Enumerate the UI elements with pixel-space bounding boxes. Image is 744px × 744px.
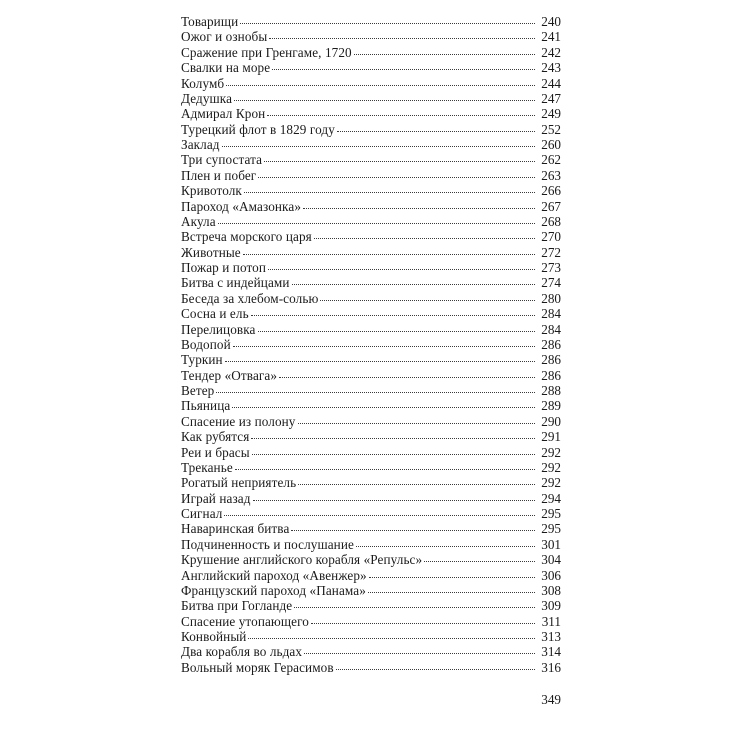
- dot-leader: [243, 253, 535, 255]
- toc-entry-title: Спасение из полону: [181, 413, 296, 429]
- toc-entry-title: Дедушка: [181, 90, 233, 106]
- toc-entry-title: Ожог и ознобы: [181, 29, 268, 45]
- dot-leader: [253, 499, 535, 501]
- dot-leader: [244, 191, 535, 193]
- toc-entry-title: Спасение утопающего: [181, 613, 309, 629]
- dot-leader: [291, 529, 535, 531]
- toc-entry: [181, 106, 561, 121]
- toc-entry-title: Как рубятся: [181, 429, 250, 445]
- toc-entry-page: 309: [541, 598, 561, 614]
- toc-entry-title: Сигнал: [181, 506, 223, 521]
- toc-entry-page: 243: [541, 60, 561, 76]
- dot-leader: [240, 22, 535, 24]
- dot-leader: [336, 668, 535, 670]
- toc-entry-page: 291: [541, 429, 561, 445]
- toc-entry: [181, 414, 561, 429]
- toc-entry-page: 284: [541, 321, 561, 337]
- toc-entry-page: 306: [541, 567, 561, 583]
- dot-leader: [232, 406, 535, 408]
- toc-entry-page: 313: [541, 629, 561, 644]
- toc-entry-title: Сражение при Гренгаме, 1720: [181, 44, 352, 60]
- toc-entry: [181, 14, 561, 29]
- dot-leader: [292, 283, 536, 285]
- toc-entry-title: Пьяница: [181, 398, 231, 414]
- toc-entry-title: Конвойный: [181, 629, 247, 644]
- toc-entry-page: 314: [541, 644, 561, 660]
- toc-entry-title: Встреча морского царя: [181, 229, 312, 245]
- toc-entry-title: Акула: [181, 213, 216, 229]
- toc-entry-page: 286: [541, 336, 561, 352]
- toc-entry-page: 290: [541, 413, 561, 429]
- toc-entry-title: Сосна и ель: [181, 306, 249, 322]
- toc-entry-page: 308: [541, 582, 561, 598]
- toc-entry-title: Адмирал Крон: [181, 106, 266, 122]
- toc-entry: [181, 29, 561, 44]
- dot-leader: [369, 576, 535, 578]
- toc-entry-title: Товарищи: [181, 14, 239, 29]
- toc-entry: [181, 245, 561, 260]
- toc-entry-page: 292: [541, 444, 561, 460]
- toc-entry: [181, 614, 561, 629]
- toc-entry: [181, 398, 561, 413]
- toc-entry-title: Треканье: [181, 459, 233, 475]
- dot-leader: [354, 53, 535, 55]
- toc-entry: [181, 214, 561, 229]
- dot-leader: [424, 560, 535, 562]
- dot-leader: [269, 37, 535, 39]
- toc-entry-page: 244: [541, 75, 561, 91]
- toc-entry: [181, 199, 561, 214]
- toc-entry-page: 267: [541, 198, 561, 214]
- dot-leader: [226, 84, 535, 86]
- dot-leader: [311, 622, 535, 624]
- dot-leader: [234, 99, 535, 101]
- toc-entry-title: Ветер: [181, 383, 215, 398]
- dot-leader: [225, 360, 535, 362]
- toc-entry: [181, 660, 561, 675]
- dot-leader: [298, 483, 535, 485]
- toc-entry: [181, 322, 561, 337]
- toc-entry-title: Рогатый неприятель: [181, 475, 297, 491]
- dot-leader: [222, 145, 535, 147]
- toc-entry: [181, 629, 561, 644]
- toc-entry-title: Реи и брасы: [181, 444, 250, 460]
- toc-entry-page: 272: [541, 244, 561, 260]
- toc-entry: [181, 521, 561, 536]
- toc-entry-page: 316: [541, 659, 561, 675]
- dot-leader: [258, 176, 535, 178]
- toc-entry-page: 284: [541, 306, 561, 322]
- toc-entry: [181, 552, 561, 567]
- dot-leader: [216, 391, 535, 393]
- dot-leader: [337, 130, 535, 132]
- toc-entry: [181, 122, 561, 137]
- toc-entry-title: Заклад: [181, 137, 220, 152]
- toc-entry-title: Подчиненность и послушание: [181, 536, 354, 552]
- toc-entry: [181, 306, 561, 321]
- toc-entry: [181, 260, 561, 275]
- dot-leader: [314, 237, 535, 239]
- toc-entry: [181, 91, 561, 106]
- toc-entry-title: Играй назад: [181, 490, 251, 506]
- toc-entry: [181, 475, 561, 490]
- toc-entry-title: Туркин: [181, 352, 223, 368]
- toc-entry: [181, 275, 561, 290]
- toc-entry-title: Английский пароход «Авенжер»: [181, 567, 367, 583]
- toc-entry: [181, 337, 561, 352]
- toc-entry-title: Битва при Гогланде: [181, 598, 293, 614]
- toc-entry-page: 252: [541, 121, 561, 137]
- toc-entry-title: Беседа за хлебом-солью: [181, 290, 319, 306]
- toc-entry: [181, 76, 561, 91]
- dot-leader: [218, 222, 535, 224]
- toc-entry-title: Два корабля во льдах: [181, 644, 303, 660]
- toc-entry-page: 289: [541, 398, 561, 414]
- toc-entry-title: Свалки на море: [181, 60, 271, 76]
- toc-entry: [181, 137, 561, 152]
- dot-leader: [251, 437, 535, 439]
- dot-leader: [294, 606, 535, 608]
- toc-entry-page: 263: [541, 167, 561, 183]
- dot-leader: [304, 652, 535, 654]
- toc-entry: [181, 60, 561, 75]
- toc-entry: [181, 429, 561, 444]
- toc-entry: [181, 291, 561, 306]
- toc-entry: [181, 368, 561, 383]
- toc-entry-title: Французский пароход «Панама»: [181, 582, 366, 598]
- toc-entry-page: 288: [541, 383, 561, 398]
- toc-entry-title: Битва с индейцами: [181, 275, 290, 291]
- toc-entry: [181, 568, 561, 583]
- table-of-contents: [181, 14, 561, 675]
- toc-entry-title: Животные: [181, 244, 241, 260]
- toc-entry-page: 247: [541, 90, 561, 106]
- dot-leader: [267, 114, 535, 116]
- toc-entry-page: 260: [541, 137, 561, 152]
- dot-leader: [320, 299, 535, 301]
- toc-entry: [181, 352, 561, 367]
- toc-entry-page: 280: [541, 290, 561, 306]
- toc-entry: [181, 491, 561, 506]
- toc-entry: [181, 598, 561, 613]
- toc-entry-page: 273: [541, 260, 561, 275]
- toc-entry-page: 262: [541, 152, 561, 168]
- toc-entry-page: 266: [541, 183, 561, 199]
- dot-leader: [251, 314, 535, 316]
- toc-entry: [181, 644, 561, 659]
- toc-entry: [181, 460, 561, 475]
- toc-entry-page: 301: [541, 536, 561, 552]
- dot-leader: [356, 545, 535, 547]
- dot-leader: [279, 376, 535, 378]
- toc-entry-page: 292: [541, 459, 561, 475]
- toc-entry-page: 274: [541, 275, 561, 291]
- toc-entry-title: Водопой: [181, 336, 231, 352]
- dot-leader: [272, 68, 535, 70]
- toc-entry: [181, 168, 561, 183]
- toc-entry: [181, 537, 561, 552]
- toc-entry-title: Наваринская битва: [181, 521, 290, 537]
- page-number: 349: [541, 692, 561, 707]
- dot-leader: [258, 330, 535, 332]
- toc-entry-title: Турецкий флот в 1829 году: [181, 121, 335, 137]
- toc-entry-title: Вольный моряк Герасимов: [181, 659, 334, 675]
- toc-entry-page: 304: [541, 552, 561, 568]
- toc-entry: [181, 506, 561, 521]
- dot-leader: [224, 514, 535, 516]
- toc-entry: [181, 229, 561, 244]
- toc-entry: [181, 583, 561, 598]
- toc-entry-title: Крушение английского корабля «Репульс»: [181, 552, 423, 568]
- toc-entry-page: 292: [541, 475, 561, 491]
- toc-entry-page: 295: [541, 521, 561, 537]
- toc-entry-title: Кривотолк: [181, 183, 242, 199]
- toc-entry-page: 286: [541, 352, 561, 368]
- dot-leader: [264, 160, 535, 162]
- toc-entry-title: Пожар и потоп: [181, 260, 267, 275]
- dot-leader: [303, 207, 535, 209]
- dot-leader: [233, 345, 535, 347]
- toc-entry-page: 295: [541, 506, 561, 521]
- toc-entry-page: 240: [541, 14, 561, 29]
- toc-entry-title: Плен и побег: [181, 167, 257, 183]
- toc-entry: [181, 445, 561, 460]
- toc-entry: [181, 383, 561, 398]
- toc-entry-page: 270: [541, 229, 561, 245]
- dot-leader: [235, 468, 535, 470]
- toc-entry-page: 241: [541, 29, 561, 45]
- toc-entry: [181, 45, 561, 60]
- toc-entry-page: 249: [541, 106, 561, 122]
- dot-leader: [252, 453, 535, 455]
- toc-entry-page: 268: [541, 213, 561, 229]
- toc-entry-page: 286: [541, 367, 561, 383]
- toc-entry-title: Перелицовка: [181, 321, 256, 337]
- dot-leader: [268, 268, 535, 270]
- dot-leader: [368, 591, 535, 593]
- toc-entry-title: Пароход «Амазонка»: [181, 198, 302, 214]
- toc-entry-title: Тендер «Отвага»: [181, 367, 278, 383]
- toc-entry-title: Три супостата: [181, 152, 263, 168]
- toc-entry-page: 294: [541, 490, 561, 506]
- toc-entry: [181, 183, 561, 198]
- toc-entry-page: 242: [541, 44, 561, 60]
- toc-entry: [181, 152, 561, 167]
- toc-entry-page: 311: [541, 613, 561, 629]
- toc-entry-title: Колумб: [181, 75, 225, 91]
- dot-leader: [248, 637, 535, 639]
- dot-leader: [298, 422, 535, 424]
